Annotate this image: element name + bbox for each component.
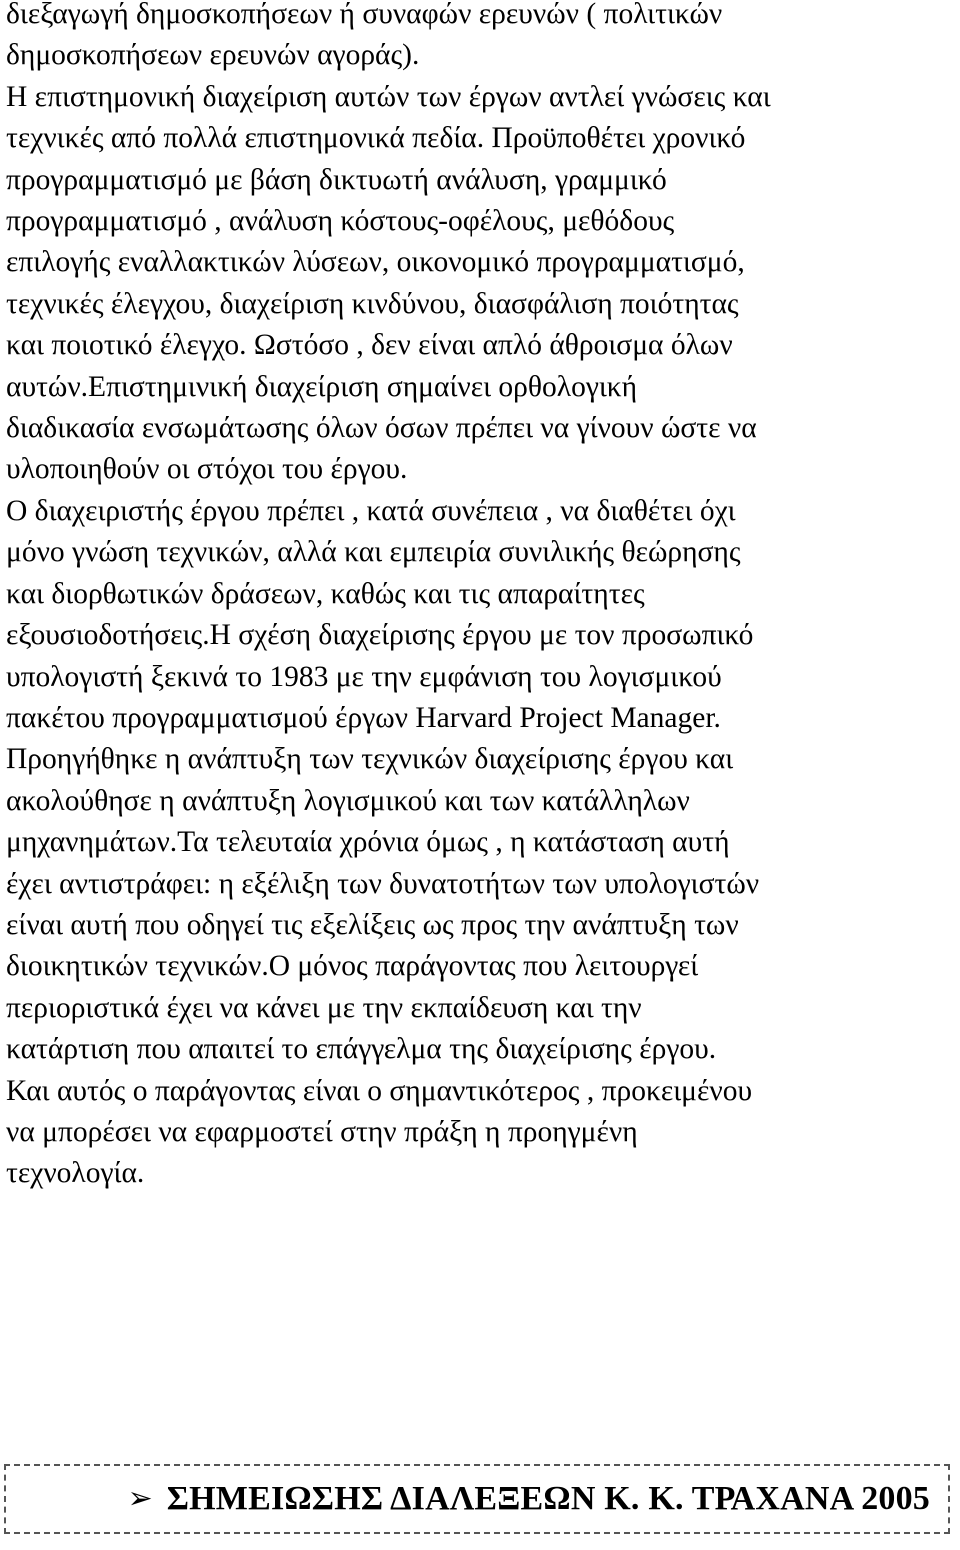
text-line: Η επιστημονική διαχείριση αυτών των έργων αντλεί γνώσεις και bbox=[6, 80, 771, 113]
arrow-bullet-icon: ➢ bbox=[127, 1481, 153, 1516]
text-line: τεχνικές έλεγχου, διαχείριση κινδύνου, διασφάλιση ποιότητας bbox=[6, 287, 739, 320]
text-line: διεξαγωγή δημοσκοπήσεων ή συναφών ερευνών ( πολιτικών bbox=[6, 0, 723, 30]
document-body bbox=[6, 0, 956, 1195]
text-line: είναι αυτή που οδηγεί τις εξελίξεις ως προς την ανάπτυξη των bbox=[6, 908, 739, 941]
text-line: κατάρτιση που απαιτεί το επάγγελμα της διαχείρισης έργου. bbox=[6, 1033, 717, 1066]
text-line: να μπορέσει να εφαρμοστεί στην πράξη η προηγμένη bbox=[6, 1115, 638, 1148]
text-line: Και αυτός ο παράγοντας είναι ο σημαντικότερος , προκειμένου bbox=[6, 1074, 753, 1107]
text-line: πακέτου προγραμματισμού έργων Harvard Project Manager. bbox=[6, 701, 721, 734]
text-line: και ποιοτικό έλεγχο. Ωστόσο , δεν είναι απλό άθροισμα όλων bbox=[6, 329, 733, 362]
text-line: τεχνικές από πολλά επιστημονικά πεδία. Προϋποθέτει χρονικό bbox=[6, 122, 746, 155]
footer-content bbox=[128, 1480, 930, 1518]
footer-text: ΣΗΜΕΙΩΣΗΣ ΔΙΑΛΕΞΕΩΝ Κ. Κ. ΤΡΑΧΑΝΑ 2005 bbox=[166, 1480, 930, 1517]
text-line: έχει αντιστράφει: η εξέλιξη των δυνατοτήτων των υπολογιστών bbox=[6, 867, 760, 900]
text-line: επιλογής εναλλακτικών λύσεων, οικονομικό προγραμματισμό, bbox=[6, 246, 745, 279]
text-line: τεχνολογία. bbox=[6, 1157, 145, 1190]
text-line: διοικητικών τεχνικών.Ο μόνος παράγοντας που λειτουργεί bbox=[6, 950, 699, 983]
text-line: υλοποιηθούν οι στόχοι του έργου. bbox=[6, 453, 408, 486]
text-line: υπολογιστή ξεκινά το 1983 με την εμφάνιση του λογισμικού bbox=[6, 660, 722, 693]
text-line: Ο διαχειριστής έργου πρέπει , κατά συνέπεια , να διαθέτει όχι bbox=[6, 494, 736, 527]
text-line: διαδικασία ενσωμάτωσης όλων όσων πρέπει να γίνουν ώστε να bbox=[6, 412, 757, 445]
text-line: ακολούθησε η ανάπτυξη λογισμικού και των κατάλληλων bbox=[6, 784, 690, 817]
text-line: δημοσκοπήσεων ερευνών αγοράς). bbox=[6, 39, 420, 72]
text-line: και διορθωτικών δράσεων, καθώς και τις απαραίτητες bbox=[6, 577, 645, 610]
text-line: περιοριστικά έχει να κάνει με την εκπαίδευση και την bbox=[6, 991, 642, 1024]
text-line: αυτών.Επιστημινική διαχείριση σημαίνει ορθολογική bbox=[6, 370, 638, 403]
text-line: Προηγήθηκε η ανάπτυξη των τεχνικών διαχείρισης έργου και bbox=[6, 743, 734, 776]
text-line: μηχανημάτων.Τα τελευταία χρόνια όμως , η κατάσταση αυτή bbox=[6, 826, 730, 859]
footer-banner bbox=[4, 1464, 950, 1534]
text-line: προγραμματισμό , ανάλυση κόστους-οφέλους, μεθόδους bbox=[6, 205, 675, 238]
text-line: εξουσιοδοτήσεις.Η σχέση διαχείρισης έργου με τον προσωπικό bbox=[6, 619, 754, 652]
text-line: προγραμματισμό με βάση δικτυωτή ανάλυση, γραμμικό bbox=[6, 163, 667, 196]
text-line: μόνο γνώση τεχνικών, αλλά και εμπειρία συνιλικής θεώρησης bbox=[6, 536, 741, 569]
